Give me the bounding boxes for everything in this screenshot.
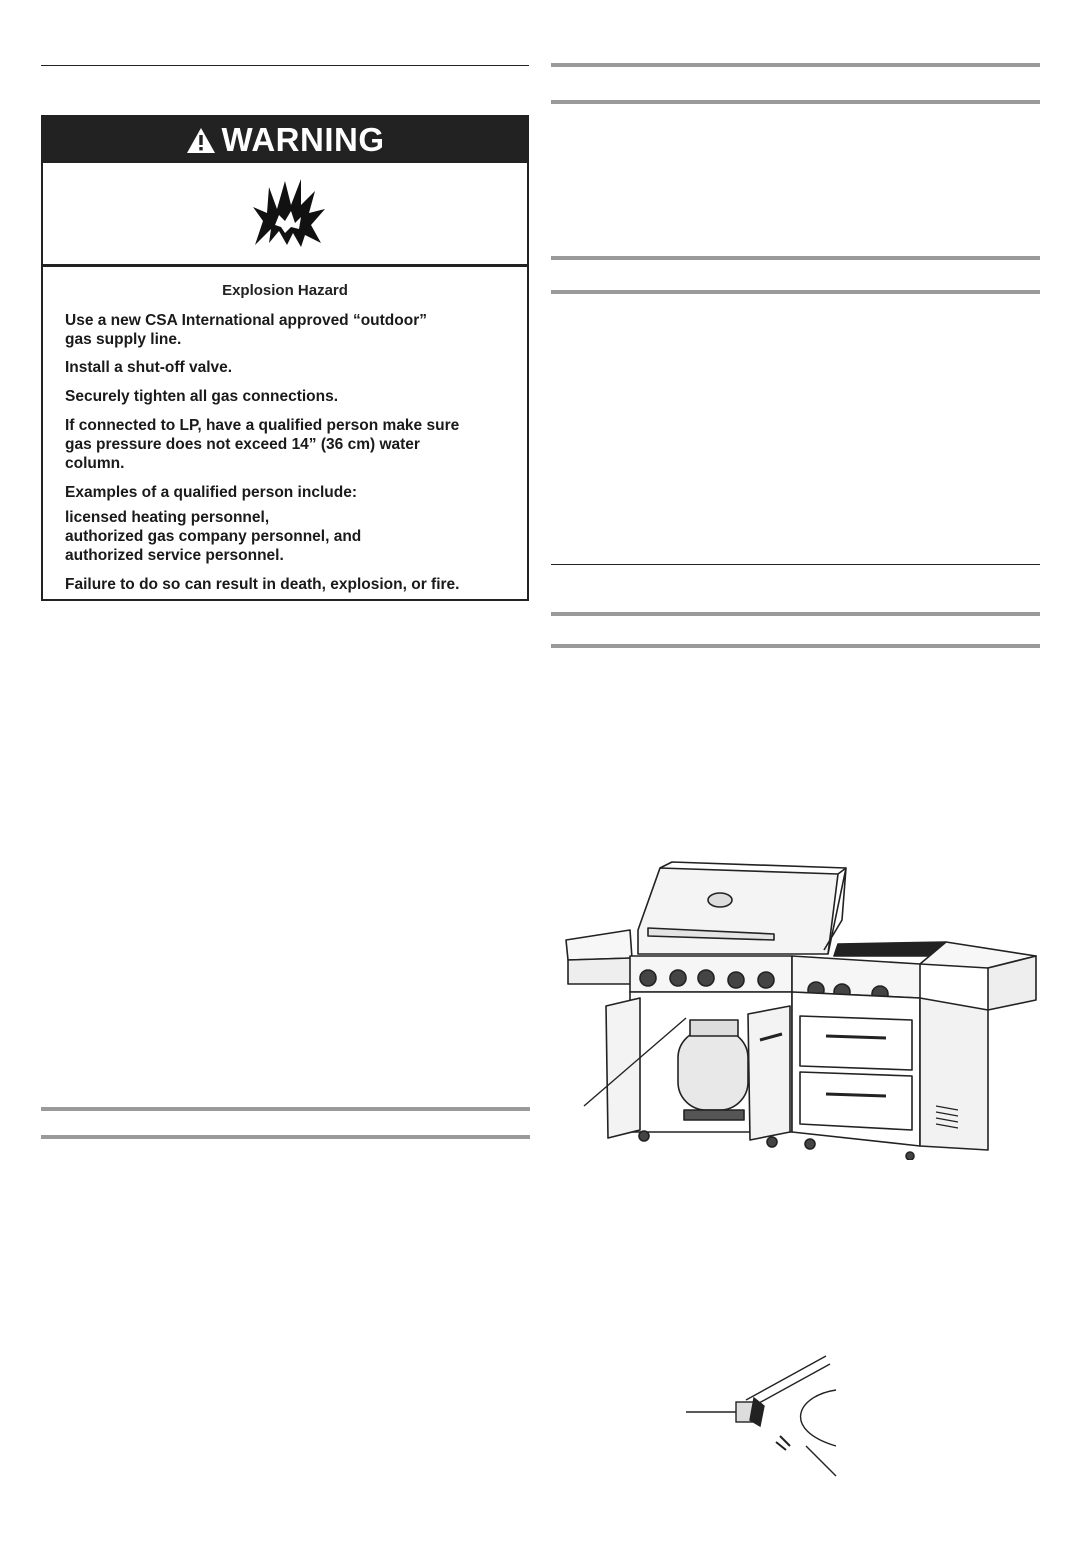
right-rule-7 [551, 644, 1040, 648]
right-rule-4 [551, 290, 1040, 294]
right-rule-2 [551, 100, 1040, 104]
warning-title: WARNING [221, 121, 385, 158]
warning-body [43, 269, 527, 299]
hazard-title: Explosion Hazard [222, 282, 348, 299]
right-rule-3 [551, 256, 1040, 260]
symbol-area [43, 163, 527, 267]
warning-line: Failure to do so can result in death, explosion, or fire. [65, 576, 460, 593]
regulator-detail-illustration [686, 1350, 856, 1480]
grill-illustration [560, 860, 1040, 1160]
warning-triangle-icon [186, 127, 216, 154]
warning-line: Use a new CSA International approved “outdoor” [65, 312, 427, 329]
warning-line: gas pressure does not exceed 14” (36 cm) water [65, 436, 420, 453]
explosion-icon [249, 173, 329, 253]
warning-header [43, 117, 527, 163]
warning-line: Install a shut-off valve. [65, 359, 233, 376]
warning-line: authorized service personnel. [65, 547, 284, 564]
warning-line: gas supply line. [65, 331, 182, 348]
left-rule-bottom-2 [41, 1135, 530, 1139]
right-rule-6 [551, 612, 1040, 616]
warning-line: Examples of a qualified person include: [65, 484, 357, 501]
warning-box [41, 115, 529, 601]
left-top-rule [41, 65, 529, 66]
left-rule-bottom-1 [41, 1107, 530, 1111]
right-rule-5 [551, 564, 1040, 565]
warning-line: column. [65, 455, 125, 472]
right-rule-1 [551, 63, 1040, 67]
warning-line: authorized gas company personnel, and [65, 528, 362, 545]
warning-line: Securely tighten all gas connections. [65, 388, 339, 405]
warning-line: licensed heating personnel, [65, 509, 270, 526]
warning-line: If connected to LP, have a qualified person make sure [65, 417, 460, 434]
